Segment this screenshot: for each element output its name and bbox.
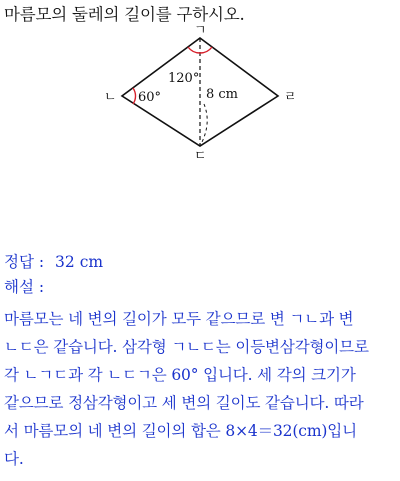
- explanation-label: 해설 :: [4, 278, 45, 296]
- angle-label-top: 120°: [168, 71, 200, 86]
- explanation-line-5: 서 마름모의 네 변의 길이의 합은 8×4＝32(cm)입니: [4, 422, 357, 440]
- explanation-line-6: 다.: [4, 450, 24, 468]
- vertex-label-right: ㄹ: [284, 90, 297, 105]
- explanation-line-4: 같으므로 정삼각형이고 세 변의 길이도 같습니다. 따라: [4, 394, 364, 412]
- explanation-line-2: ㄴㄷ은 같습니다. 삼각형 ㄱㄴㄷ는 이등변삼각형이므로: [4, 338, 369, 356]
- vertex-label-bottom: ㄷ: [194, 149, 207, 164]
- answer-label: 정답 :: [4, 253, 45, 271]
- explanation-line-1: 마름모는 네 변의 길이가 모두 같으므로 변 ㄱㄴ과 변: [4, 310, 354, 328]
- inner-dashed-arc: [200, 104, 207, 146]
- rhombus-figure: [100, 24, 300, 164]
- vertex-label-left: ㄴ: [104, 90, 117, 105]
- question-text: 마름모의 둘레의 길이를 구하시오.: [4, 5, 245, 24]
- vertex-label-top: ㄱ: [194, 24, 207, 38]
- diagonal-length-label: 8 cm: [206, 87, 239, 102]
- rhombus-diagram: [100, 24, 300, 164]
- explanation-line-3: 각 ㄴㄱㄷ과 각 ㄴㄷㄱ은 60° 입니다. 세 각의 크기가: [4, 366, 356, 384]
- angle-label-left: 60°: [138, 90, 162, 105]
- left-angle-arc: [133, 88, 136, 104]
- answer-value: 32 cm: [55, 253, 104, 271]
